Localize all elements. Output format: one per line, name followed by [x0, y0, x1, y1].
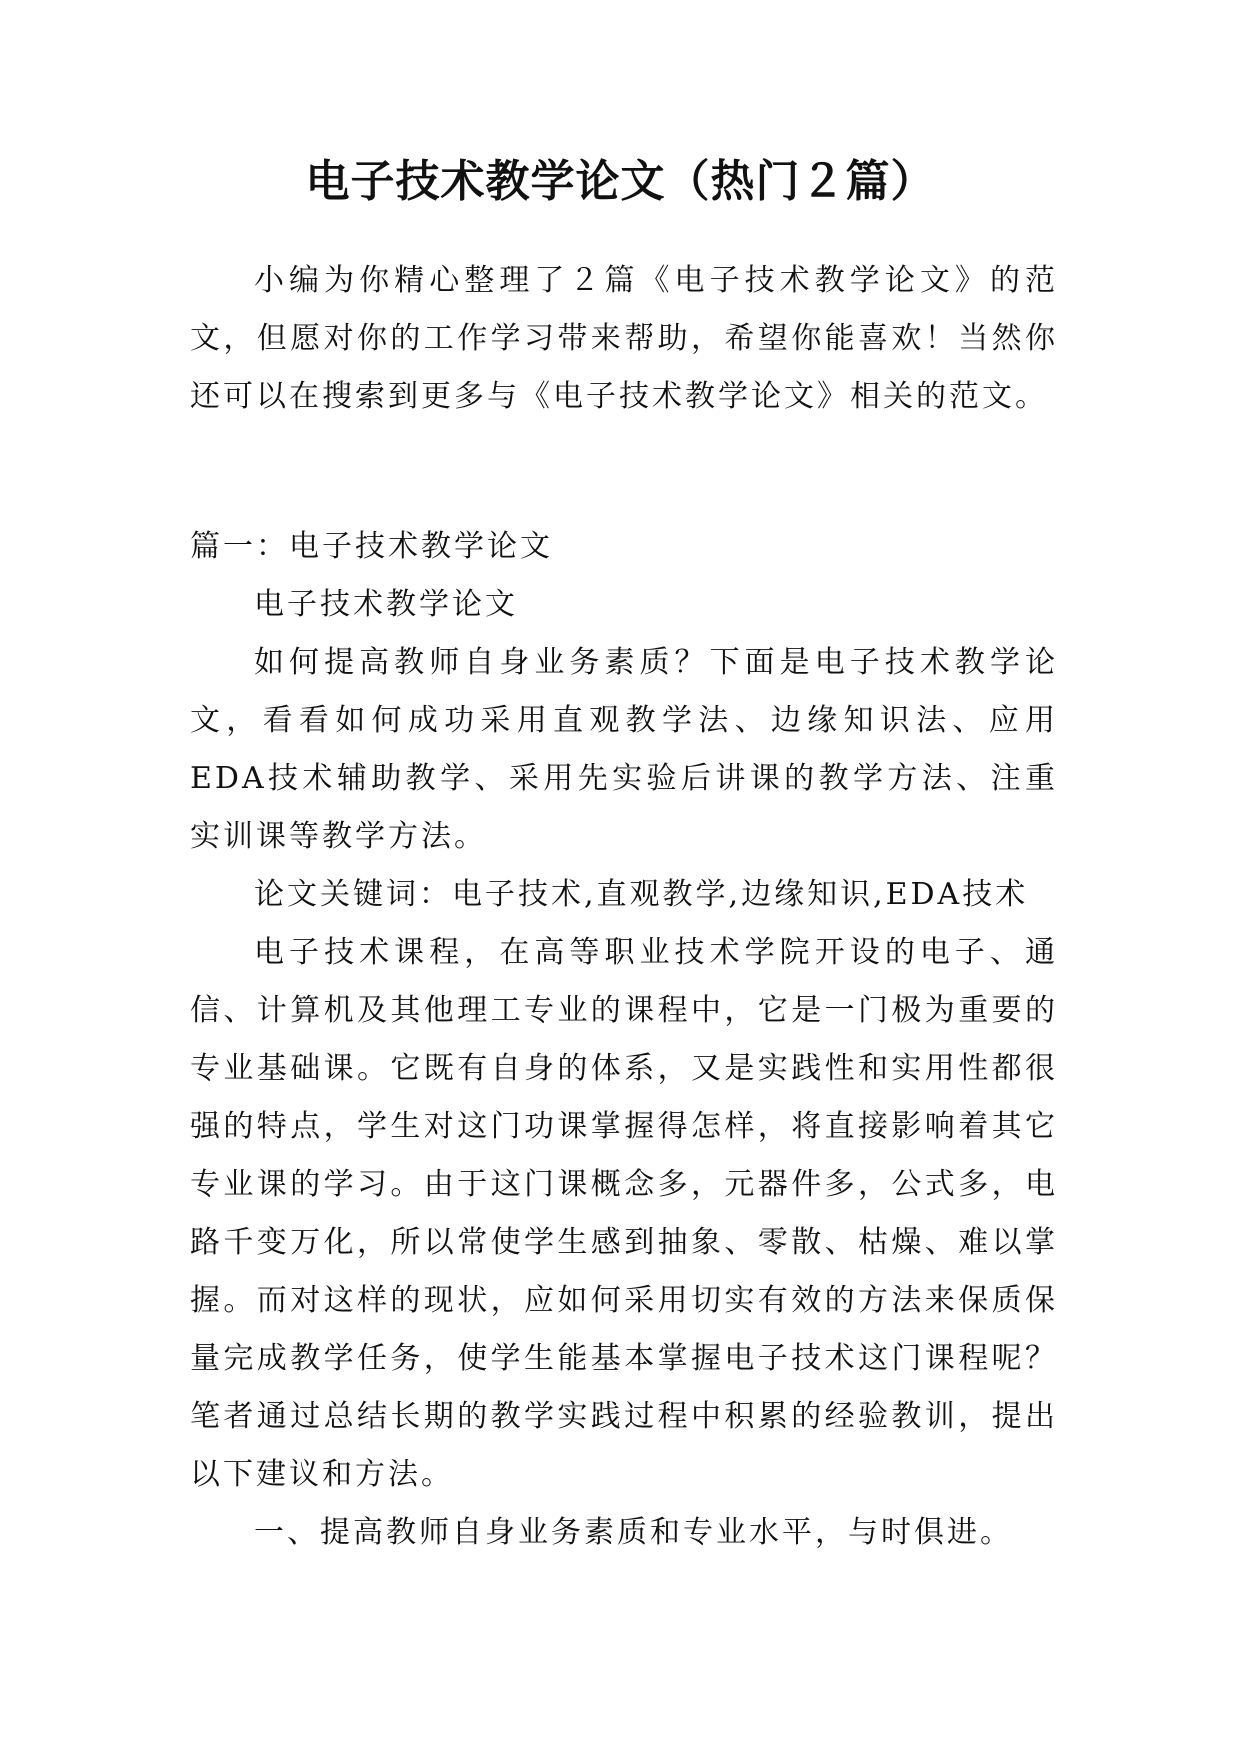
body-paragraph: 电子技术课程，在高等职业技术学院开设的电子、通信、计算机及其他理工专业的课程中，它是一门极为重要的专业基础课。它既有自身的体系，又是实践性和实用性都很强的特点，学生对这门功课掌握得怎样，将直接影响着其它专业课的学习。由于这门课概念多，元器件多，公式多，电路千变万化，所以常使学生感到抽象、零散、枯燥、难以掌握。而对这样的现状，应如何采用切实有效的方法来保质保量完成教学任务，使学生能基本掌握电子技术这门课程呢？笔者通过总结长期的教学实践过程中积累的经验教训，提出以下建议和方法。 [190, 935, 1058, 1492]
body-paragraph: 如何提高教师自身业务素质？下面是电子技术教学论文，看看如何成功采用直观教学法、边缘知识法、应用EDA技术辅助教学、采用先实验后讲课的教学方法、注重实训课等教学方法。 [190, 645, 1058, 854]
section-point-heading: 一、提高教师自身业务素质和专业水平，与时俱进。 [254, 1515, 1013, 1550]
keywords-paragraph: 论文关键词：电子技术,直观教学,边缘知识,EDA技术 [254, 877, 1029, 912]
document-title: 电子技术教学论文（热门２篇） [305, 156, 936, 207]
intro-paragraph: 小编为你精心整理了２篇《电子技术教学论文》的范文，但愿对你的工作学习带来帮助，希望你能喜欢！当然你还可以在搜索到更多与《电子技术教学论文》相关的范文。 [190, 263, 1058, 414]
section-heading: 篇一：电子技术教学论文 [190, 529, 553, 564]
chapter-one [190, 518, 1058, 1562]
article-title: 电子技术教学论文 [254, 587, 518, 622]
intro-section [190, 252, 1058, 426]
